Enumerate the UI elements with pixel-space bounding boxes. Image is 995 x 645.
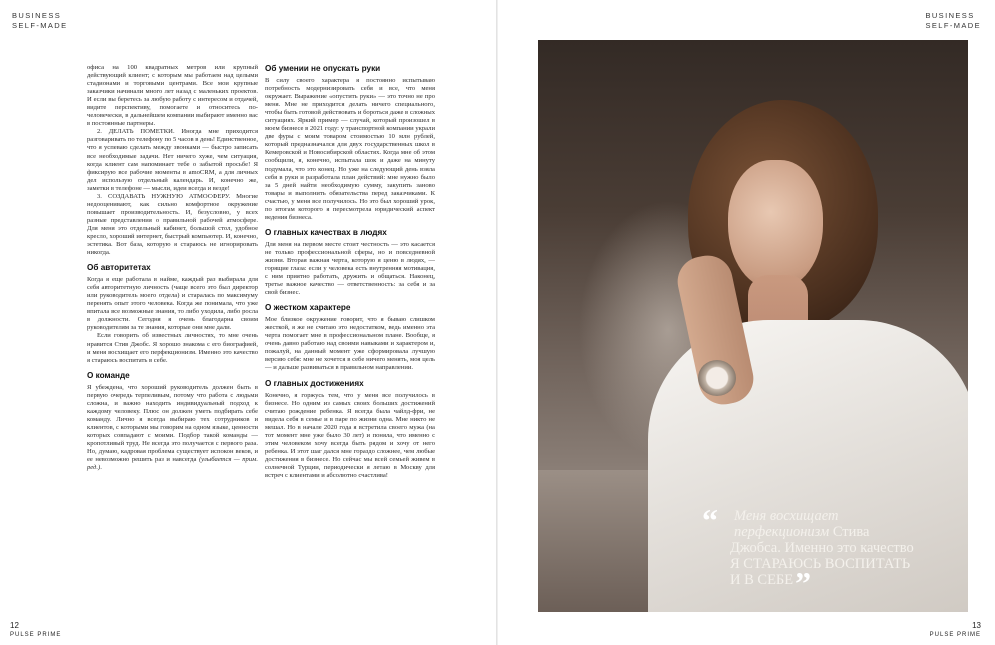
- quote-open-mark: “: [702, 502, 718, 538]
- magazine-name: PULSE PRIME: [929, 632, 981, 638]
- paragraph: 2. ДЕЛАТЬ ПОМЕТКИ. Иногда мне приходится разговаривать по телефону по 5 часов в день! Единственное, что я успеваю сделать между звонками — быстро записать все необходимые задачи. Нет ничего хуже, чем ситуация, когда клиент сам напоминает тебе о забытой просьбе! Я фиксирую все рабочие моменты в amoCRM, а для личных дел использую отдельный календарь. И, конечно же, заметки в телефоне — мысли, идеи всегда и везде!: [87, 128, 258, 192]
- paragraph: [87, 384, 258, 473]
- quote-line: Меня восхищает: [734, 508, 839, 524]
- paragraph: 3. СОЗДАВАТЬ НУЖНУЮ АТМОСФЕРУ. Многие недооценивают, как сильно комфортное окружение повышает производительность. И, безусловно, у всех разные представления о правильной рабочей атмосфере. Для меня это отдельный кабинет, большой стол, удобное кресло, хороший интернет, быстрый компьютер. И, конечно, эстетика. Вот база, которую я стараюсь не игнорировать никогда.: [87, 192, 258, 257]
- quote-close-mark: ”: [795, 565, 812, 601]
- folio-right: [930, 621, 981, 639]
- text-column-1: [87, 64, 258, 472]
- subheading-team: О команде: [87, 370, 130, 380]
- quote-line: [706, 524, 946, 540]
- text-column-2: [265, 64, 435, 480]
- section-tag-right: [925, 11, 981, 31]
- page-number: 13: [972, 621, 981, 630]
- quote-line: Джобса. Именно это качество: [730, 540, 914, 556]
- section-tag-selfmade: SELF-MADE: [925, 21, 981, 30]
- quote-line: Я СТАРАЮСЬ ВОСПИТАТЬ: [730, 556, 911, 572]
- quote-italic: перфекционизм: [734, 524, 830, 540]
- quote-line: [706, 565, 946, 601]
- section-tag-left: [12, 11, 68, 31]
- paragraph: Конечно, я горжусь тем, что у меня все получилось в бизнесе. Но одним из самых своих больших достижений считаю рождение ребенка. Я всегда была чайлд-фри, не видела себя в семье и в паре по жизни одна. Мне никто не мешал. Но в начале 2020 года я встретила своего мужа (на тот момент мне уже было 30 лет) и поняла, что именно с этим человеком хочу всегда быть рядом и хочу от него ребенка. И этот шаг дался мне гораздо сложнее, чем любые достижения в бизнесе. Но сейчас мы всей семьей живем в солнечной Турции, периодически я летаю в Москву для встреч с клиентами и абсолютно счастлива!: [265, 391, 435, 479]
- quote-text: Стива: [829, 524, 870, 540]
- paragraph-end: .: [100, 464, 102, 472]
- paragraph: В силу своего характера я постоянно испытываю потребность модернизировать себя и все, что меня окружает. Выражение «опустить руки» — это точно не про меня. Мне не приходится делать ничего специального, чтобы быть готовой действовать и бороться даже в сложных ситуациях. Яркий пример — случай, который произошел в моем бизнесе в 2021 году: у транспортной компании украли две фуры с моим товаром стоимостью 10 млн рублей, который предназначался для двух государственных школ в Кемеровской и Новосибирской областях. Когда мне об этом сообщили, я, конечно, испытала шок и даже на минуту подумала, что это конец. Но уже на следующий день взяла себя в руки и разработала план действий: мне нужно было за 5 дней найти необходимую сумму, закупить заново товары и выполнить обязательства перед заказчиками. К счастью, у меня все получилось. Но это был хороший урок, по итогам которого я пересмотрела юридический аспект ведения бизнеса.: [265, 77, 435, 221]
- paragraph: Когда я еще работала в найме, каждый раз выбирала для себя авторитетную личность (чаще всего это был директор или руководитель моего отдела) и старалась по максимуму перенять опыт этого человека. Когда же понимала, что уже впитала все возможные знания, то либо уходила, либо росла в должности. Сегодня я очень благодарна своим руководителям за те знания, которые они мне дали.: [87, 276, 258, 332]
- paragraph: Если говорить об известных личностях, то мне очень нравится Стив Джобс. Я хорошо знакома с его биографией, и меня восхищает его перфекционизм. Именно это качество я стараюсь воспитать в себе.: [87, 332, 258, 364]
- subheading-authorities: Об авторитетах: [87, 263, 151, 273]
- paragraph: Для меня на первом месте стоит честность — это касается не только профессиональной сферы, но и повседневной жизни. Вторая важная черта, которую я ценю в людях, — горящие глаза: если у человека есть внутренняя мотивация, с ним приятно работать, дружить и общаться. Наконец, третье важное качество — ответственность: за себя и за свой бизнес.: [265, 240, 435, 297]
- subheading-hands: Об умении не опускать руки: [265, 64, 381, 73]
- magazine-name: PULSE PRIME: [10, 632, 62, 638]
- subheading-achievements: О главных достижениях: [265, 378, 364, 388]
- subheading-character: О жестком характере: [265, 303, 351, 313]
- paragraph-text: Я убеждена, что хороший руководитель должен быть в первую очередь терпеливым, потому что работа с людьми сложна, и важно находить индивидуальный подход к каждому человеку. Плюс он должен уметь подбирать себе команду. Лично я всегда выбираю тех сотрудников и клиентов, с которыми мы говорим на одном языке, ценности которых совпадают с моими. Подбор такой команды — кропотливый труд. Не всегда это получается с первого раза. Но, думаю, кадровая проблема существует испокон веков, и ее невозможно решить раз и навсегда: [87, 383, 258, 464]
- paragraph: Мое близкое окружение говорит, что я бываю слишком жесткой, я же не считаю это недостатком, ведь именно эта черта помогает мне в профессиональном плане. Вообще, я очень давно работаю над своими навыками и характером и, пожалуй, на данный момент уже сформировала лучшую версию себя: мне не хочется в себе ничего менять, моя цель — и дальше развиваться в правильном направлении.: [265, 316, 435, 372]
- quote-text: И В СЕБЕ: [730, 572, 794, 588]
- pull-quote: [702, 502, 946, 601]
- subheading-qualities: О главных качествах в людях: [265, 227, 387, 237]
- watch-icon: [698, 360, 736, 396]
- editor-note: (улыбается — прим. ред.): [87, 456, 258, 472]
- paragraph: офиса на 100 квадратных метров или крупный действующий клиент; с которым мы работаем над целыми стадионами и торговыми центрами. Все мои крупные заказчики начинали много лет назад с маленьких проектов. И если вы беретесь за любую работу с интересом и отдачей, видите перспективу, помогаете и относитесь по-человечески, в дальнейшем компании выбирают именно вас в постоянные партнеры.: [87, 64, 258, 128]
- page-number: 12: [10, 621, 19, 630]
- folio-left: [10, 621, 61, 639]
- section-tag-business: BUSINESS: [12, 11, 62, 20]
- section-tag-business: BUSINESS: [925, 11, 975, 20]
- section-tag-selfmade: SELF-MADE: [12, 21, 68, 30]
